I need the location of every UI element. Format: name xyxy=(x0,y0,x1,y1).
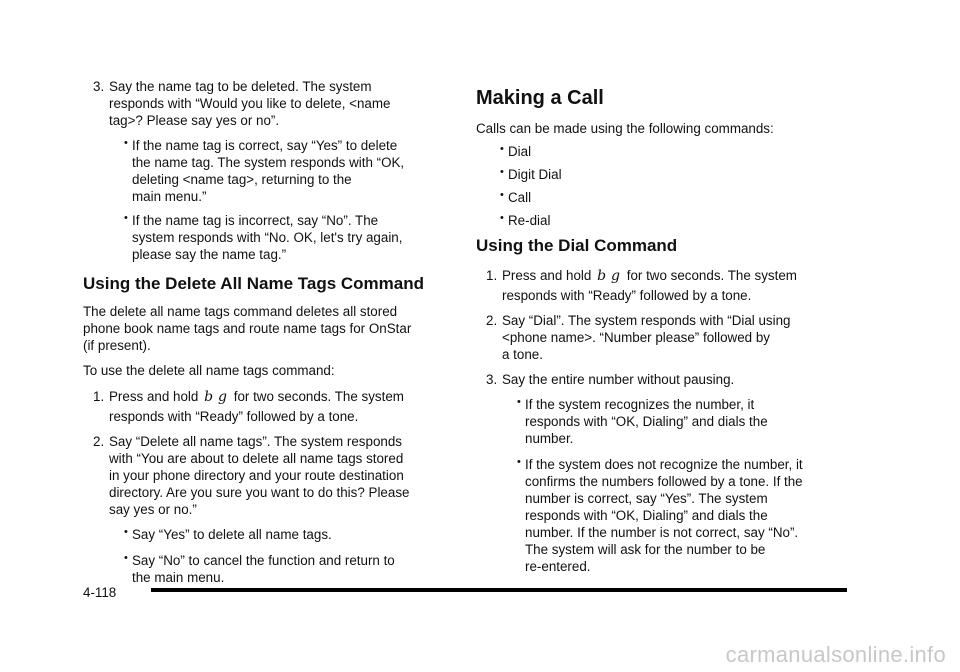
voice-command-icon: g xyxy=(218,389,228,405)
text-line: If the name tag is incorrect, say “No”. The xyxy=(132,213,379,228)
text-line: Say “Yes” to delete all name tags. xyxy=(132,527,332,542)
text-line: responds with “Would you like to delete, <name xyxy=(109,96,391,111)
text-line: phone book name tags and route name tags for OnStar xyxy=(83,321,412,336)
text-line: If the system recognizes the number, it xyxy=(525,397,755,412)
voice-command-icon: g xyxy=(611,268,621,284)
text-line: <phone name>. “Number please” followed by xyxy=(502,330,770,345)
text-segment: Press and hold xyxy=(109,389,199,404)
text-line: deleting <name tag>, returning to the xyxy=(132,172,352,187)
list-item xyxy=(483,212,876,229)
left-column xyxy=(83,78,448,593)
text-line: re-entered. xyxy=(525,559,591,574)
step-2-say-delete-all xyxy=(83,433,448,518)
page-number: 4-118 xyxy=(83,585,117,600)
text-line: please say the name tag.” xyxy=(132,247,287,262)
text-line: the name tag. The system responds with “OK, xyxy=(132,155,405,170)
text-segment: for two seconds. The system xyxy=(626,268,797,283)
text-line: Say the name tag to be deleted. The system xyxy=(109,79,372,94)
bullet-item xyxy=(107,137,448,205)
text-line: directory. Are you sure you want to do this? Please xyxy=(109,485,410,500)
section-heading-delete-all: Using the Delete All Name Tags Command xyxy=(83,274,425,293)
bullet-icon: • xyxy=(124,137,128,149)
text-line: with “You are about to delete all name tags stored xyxy=(109,451,404,466)
text-line: number is correct, say “Yes”. The system xyxy=(525,491,768,506)
text-line: If the name tag is correct, say “Yes” to delete xyxy=(132,138,398,153)
step-1-press-hold xyxy=(476,267,876,304)
text-line: tag>? Please say yes or no”. xyxy=(109,113,280,128)
text-line: Say “No” to cancel the function and return to xyxy=(132,553,395,568)
text-line: in your phone directory and your route destination xyxy=(109,468,404,483)
text-line: main menu.” xyxy=(132,189,207,204)
phone-talk-icon: b xyxy=(204,389,215,405)
bullet-icon: • xyxy=(500,166,504,178)
text-line: (if present). xyxy=(83,338,151,353)
bullet-icon: • xyxy=(124,552,128,564)
bullet-icon: • xyxy=(517,456,521,468)
section-heading-dial-command: Using the Dial Command xyxy=(476,236,678,255)
step-1-press-hold xyxy=(83,388,448,425)
text-line: number. If the number is not correct, say “No”. xyxy=(525,525,799,540)
text-line: Say “Delete all name tags”. The system responds xyxy=(109,434,402,449)
text-line: The system will ask for the number to be xyxy=(525,542,766,557)
bullet-icon: • xyxy=(517,396,521,408)
text-line: Dial xyxy=(508,144,532,159)
paragraph: Calls can be made using the following commands: xyxy=(476,121,774,136)
text-line: Say the entire number without pausing. xyxy=(502,372,735,387)
step-2-bullets xyxy=(83,526,448,586)
paragraph xyxy=(83,303,448,354)
commands-list xyxy=(476,143,876,229)
text-line: If the system does not recognize the number, it xyxy=(525,457,803,472)
step-3-bullets xyxy=(83,137,448,263)
bullet-item xyxy=(107,526,448,543)
list-item xyxy=(483,189,876,206)
bullet-icon: • xyxy=(500,143,504,155)
text-line: responds with “OK, Dialing” and dials the xyxy=(525,508,768,523)
text-line xyxy=(109,388,448,406)
text-line xyxy=(502,267,876,285)
step-number: 3. xyxy=(486,372,498,387)
text-line: a tone. xyxy=(502,347,543,362)
list-item xyxy=(483,166,876,183)
bullet-item xyxy=(500,456,876,575)
text-line: Call xyxy=(508,190,532,205)
text-line: Say “Dial”. The system responds with “Dial using xyxy=(502,313,791,328)
watermark: carmanualsonline.info xyxy=(725,642,946,667)
text-line: responds with “Ready” followed by a tone. xyxy=(502,288,752,303)
step-number: 3. xyxy=(93,79,105,94)
text-line: number. xyxy=(525,431,574,446)
step-3-bullets xyxy=(476,396,876,575)
text-line: responds with “OK, Dialing” and dials the xyxy=(525,414,768,429)
bullet-item xyxy=(500,396,876,447)
step-3-say-number xyxy=(476,371,876,388)
step-number: 2. xyxy=(486,313,498,328)
bullet-icon: • xyxy=(500,189,504,201)
text-line: The delete all name tags command deletes all stored xyxy=(83,304,398,319)
bullet-icon: • xyxy=(500,212,504,224)
bullet-icon: • xyxy=(124,212,128,224)
step-number: 1. xyxy=(486,268,498,283)
text-segment: Press and hold xyxy=(502,268,592,283)
bullet-item xyxy=(107,212,448,263)
section-title-making-a-call: Making a Call xyxy=(476,87,604,109)
step-number: 2. xyxy=(93,434,105,449)
text-line: Digit Dial xyxy=(508,167,562,182)
list-item xyxy=(483,143,876,160)
step-3-delete-name-tag xyxy=(83,78,448,129)
text-line: Re-dial xyxy=(508,213,551,228)
bullet-item xyxy=(107,552,448,586)
step-2-say-dial xyxy=(476,312,876,363)
footer-rule xyxy=(151,588,847,592)
text-line: system responds with “No. OK, let's try again, xyxy=(132,230,403,245)
right-column xyxy=(476,86,876,582)
text-line: confirms the numbers followed by a tone. If the xyxy=(525,474,803,489)
step-number: 1. xyxy=(93,389,105,404)
phone-talk-icon: b xyxy=(597,268,608,284)
text-segment: for two seconds. The system xyxy=(233,389,404,404)
text-line: say yes or no.” xyxy=(109,502,197,517)
paragraph: To use the delete all name tags command: xyxy=(83,363,335,378)
bullet-icon: • xyxy=(124,526,128,538)
text-line: responds with “Ready” followed by a tone. xyxy=(109,409,359,424)
text-line: the main menu. xyxy=(132,570,225,585)
